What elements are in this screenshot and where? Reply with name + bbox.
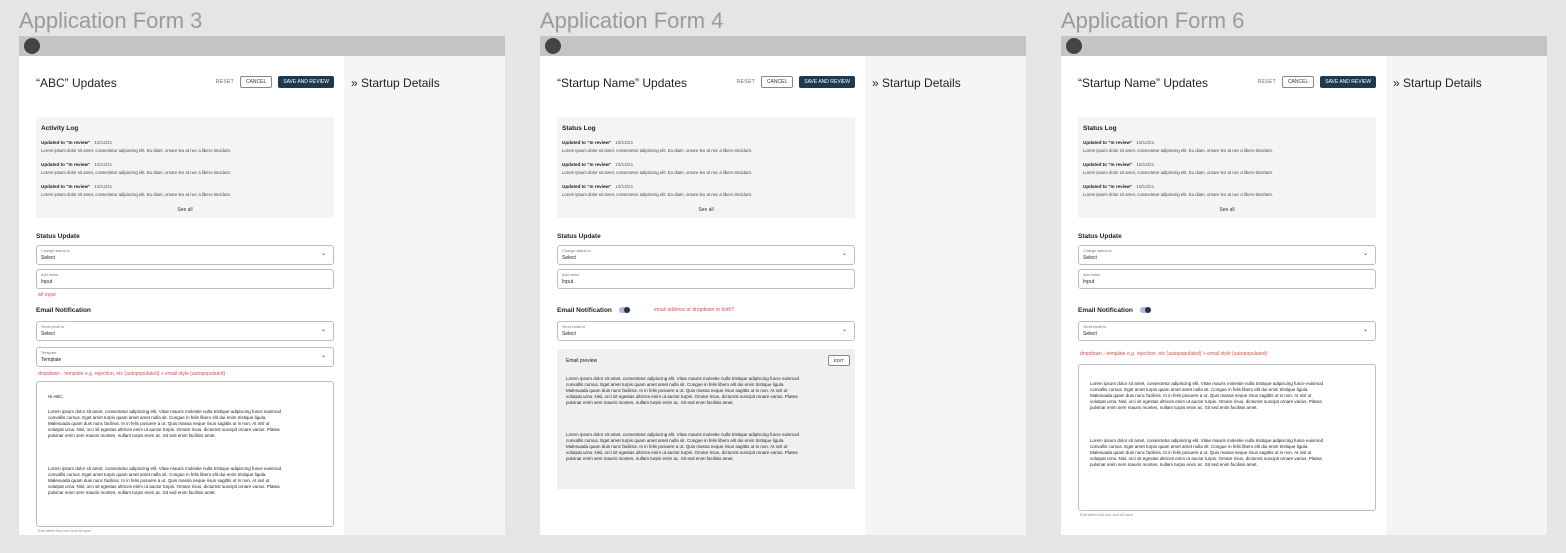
- updates-form: [1078, 56, 1376, 517]
- cancel-button[interactable]: CANCEL: [240, 76, 272, 88]
- edit-hint: Edit within this box and hit save: [1080, 513, 1133, 517]
- log-item-date: 10/12/21: [615, 184, 634, 189]
- field-label: Add notes: [41, 273, 59, 277]
- field-value: Select: [562, 255, 576, 261]
- application-form-3: [19, 36, 505, 535]
- log-title: Activity Log: [41, 125, 79, 132]
- email-body-textarea[interactable]: [1078, 364, 1376, 511]
- startup-details-panel: [344, 56, 505, 535]
- save-and-review-button[interactable]: SAVE AND REVIEW: [278, 76, 334, 88]
- see-all-link[interactable]: See all: [698, 207, 714, 213]
- edit-hint: Edit within this box and hit save: [38, 529, 91, 533]
- change-status-select[interactable]: [1078, 245, 1376, 265]
- field-value: Input: [562, 279, 574, 285]
- log-item-date: 10/12/21: [615, 140, 634, 145]
- log-item-date: 10/12/21: [615, 162, 634, 167]
- field-label: Send email to: [1083, 325, 1107, 329]
- cancel-button[interactable]: CANCEL: [1282, 76, 1314, 88]
- toggle-knob: [1145, 307, 1151, 313]
- field-label: Change status to: [562, 249, 591, 253]
- log-title: Status Log: [1083, 125, 1117, 132]
- cancel-button[interactable]: CANCEL: [761, 76, 793, 88]
- chevron-down-icon: ⌄: [841, 327, 847, 333]
- send-email-select[interactable]: [36, 321, 334, 341]
- window-top-bar: [540, 36, 1026, 56]
- email-notification-toggle[interactable]: [1140, 307, 1151, 313]
- field-value: Template: [41, 357, 62, 363]
- status-log-panel: [1078, 117, 1376, 218]
- application-form-6: [1061, 36, 1547, 535]
- email-notification-title: Email Notification: [557, 307, 612, 314]
- log-item: [41, 184, 329, 197]
- log-item: [1083, 162, 1371, 175]
- window-top-bar: [19, 36, 505, 56]
- log-item-body: Lorem ipsum dolor sit amet, consectetur adipiscing elit. Eu diam, ornare leo at nec a libero tincidunt.: [562, 148, 752, 153]
- field-value: Select: [1083, 331, 1097, 337]
- startup-details-panel: [1386, 56, 1547, 535]
- log-item-heading: Updated to "In review": [1083, 184, 1133, 189]
- avatar-dot-icon: [545, 38, 561, 54]
- log-item: [562, 184, 850, 197]
- log-item-heading: Updated to "In review": [1083, 140, 1133, 145]
- reset-button[interactable]: RESET: [736, 79, 755, 85]
- field-label: Send email to: [41, 325, 65, 329]
- log-item-heading: Updated to "In review": [562, 162, 612, 167]
- log-item-heading: Updated to "In review": [1083, 162, 1133, 167]
- email-paragraph: Lorem ipsum dolor sit amet, consectetur adipiscing elit. Vitae mauris molestie nulla tristique adipiscing fusce euismod convallis cursus. Eget amet turpis quam amet amet nulla sit. Congue in felis libero elit dui enim tristique ligula. Malesuada quam duis nunc facilisis. In in felis posuere a ut. Quis massa neque risus sagittis ut in non. At nisl ut volutpat urna. Nisl, orci sit egestas ultrices enim ut auctor turpis. Ornare risus, dictumst suscipit ornare varius. Platea pulvinar enim sem mauris montes, nullam turpis enim ac. Sit sed enim facilisis amet.: [1090, 381, 1324, 411]
- save-and-review-button[interactable]: SAVE AND REVIEW: [799, 76, 855, 88]
- avatar-dot-icon: [24, 38, 40, 54]
- status-log-panel: [557, 117, 855, 218]
- page-title: “Startup Name” Updates: [1078, 76, 1209, 90]
- activity-log-panel: [36, 117, 334, 218]
- log-item: [41, 140, 329, 153]
- annotation-note: dropdown - template e.g. rejection, etc (autopopulated) + email style (autopopulated): [38, 371, 226, 377]
- log-item-heading: Updated to "In review": [562, 140, 612, 145]
- email-paragraph: Lorem ipsum dolor sit amet, consectetur adipiscing elit. Vitae mauris molestie nulla tristique adipiscing fusce euismod convallis cursus. Eget amet turpis quam amet amet nulla sit. Congue in felis libero elit dui enim tristique ligula. Malesuada quam duis nunc facilisis. In in felis posuere a ut. Quis massa neque risus sagittis ut in non. At nisl ut volutpat urna. Nisl, orci sit egestas ultrices enim ut auctor turpis. Ornare risus, dictumst suscipit ornare varius. Platea pulvinar enim sem mauris montes, nullam turpis enim ac. Sit sed enim facilisis amet.: [1090, 438, 1324, 468]
- frame-title-form-3: Application Form 3: [19, 8, 203, 33]
- field-label: Add notes: [1083, 273, 1101, 277]
- log-item-body: Lorem ipsum dolor sit amet, consectetur adipiscing elit. Eu diam, ornare leo at nec a libero tincidunt.: [41, 148, 231, 153]
- email-paragraph: Lorem ipsum dolor sit amet, consectetur adipiscing elit. Vitae mauris molestie nulla tristique adipiscing fusce euismod convallis cursus. Eget amet turpis quam amet amet nulla sit. Congue in felis libero elit dui enim tristique ligula. Malesuada quam duis nunc facilisis. In in felis posuere a ut. Quis massa neque risus sagittis ut in non. At nisl ut volutpat urna. Nisl, orci sit egestas ultrices enim ut auctor turpis. Ornare risus, dictumst suscipit ornare varius. Platea pulvinar enim sem mauris montes, nullam turpis enim ac. Sit sed enim facilisis amet.: [48, 466, 282, 496]
- frame-title-form-4: Application Form 4: [540, 8, 724, 33]
- window-top-bar: [1061, 36, 1547, 56]
- log-item-body: Lorem ipsum dolor sit amet, consectetur adipiscing elit. Eu diam, ornare leo at nec a libero tincidunt.: [1083, 148, 1273, 153]
- startup-details-title[interactable]: » Startup Details: [351, 76, 440, 90]
- field-label: Add notes: [562, 273, 580, 277]
- annotation-note: email address or dropdown or both?: [654, 307, 735, 313]
- log-item-date: 10/12/21: [1136, 162, 1155, 167]
- reset-button[interactable]: RESET: [215, 79, 234, 85]
- field-value: Select: [562, 331, 576, 337]
- log-item-date: 10/12/21: [1136, 140, 1155, 145]
- send-email-select[interactable]: [557, 321, 855, 341]
- log-item-date: 10/12/21: [94, 162, 113, 167]
- log-item-date: 10/12/21: [94, 140, 113, 145]
- chevron-down-icon: ⌄: [320, 353, 326, 359]
- status-update-title: Status Update: [36, 233, 80, 240]
- log-item-heading: Updated to "In review": [562, 184, 612, 189]
- startup-details-title[interactable]: » Startup Details: [872, 76, 961, 90]
- page-title: “Startup Name” Updates: [557, 76, 688, 90]
- log-item-heading: Updated to "In review": [41, 162, 91, 167]
- email-notification-toggle[interactable]: [619, 307, 630, 313]
- log-item-body: Lorem ipsum dolor sit amet, consectetur adipiscing elit. Eu diam, ornare leo at nec a libero tincidunt.: [562, 170, 752, 175]
- log-item-heading: Updated to "In review": [41, 140, 91, 145]
- application-form-4: [540, 36, 1026, 535]
- field-label: Template: [41, 351, 57, 355]
- updates-form: [557, 56, 855, 462]
- chevron-down-icon: ⌄: [320, 251, 326, 257]
- field-label: Send email to: [562, 325, 586, 329]
- log-title: Status Log: [562, 125, 596, 132]
- field-value: Input: [1083, 279, 1095, 285]
- add-notes-input[interactable]: [1078, 269, 1376, 289]
- field-value: Select: [41, 255, 55, 261]
- change-status-select[interactable]: [557, 245, 855, 265]
- email-paragraph: Lorem ipsum dolor sit amet, consectetur adipiscing elit. Vitae mauris molestie nulla tristique adipiscing fusce euismod convallis cursus. Eget amet turpis quam amet amet nulla sit. Congue in felis libero elit dui enim tristique ligula. Malesuada quam duis nunc facilisis. In in felis posuere a ut. Quis massa neque risus sagittis ut in non. At nisl ut volutpat urna. Nisl, orci sit egestas ultrices enim ut auctor turpis. Ornare risus, dictumst suscipit ornare varius. Platea pulvinar enim sem mauris montes, nullam turpis enim ac. Sit sed enim facilisis amet.: [48, 409, 282, 439]
- log-item: [1083, 184, 1371, 197]
- startup-details-panel: [865, 56, 1026, 535]
- log-item-date: 10/12/21: [94, 184, 113, 189]
- see-all-link[interactable]: See all: [177, 207, 193, 213]
- email-notification-title: Email Notification: [1078, 307, 1133, 314]
- field-value: Input: [41, 279, 53, 285]
- log-item-body: Lorem ipsum dolor sit amet, consectetur adipiscing elit. Eu diam, ornare leo at nec a libero tincidunt.: [1083, 192, 1273, 197]
- log-item-body: Lorem ipsum dolor sit amet, consectetur adipiscing elit. Eu diam, ornare leo at nec a libero tincidunt.: [41, 170, 231, 175]
- email-paragraph: Lorem ipsum dolor sit amet, consectetur adipiscing elit. Vitae mauris molestie nulla tristique adipiscing fusce euismod convallis cursus. Eget amet turpis quam amet amet nulla sit. Congue in felis libero elit dui enim tristique ligula. Malesuada quam duis nunc facilisis. In in felis posuere a ut. Quis massa neque risus sagittis ut in non. At nisl ut volutpat urna. Nisl, orci sit egestas ultrices enim ut auctor turpis. Ornare risus, dictumst suscipit ornare varius. Platea pulvinar enim sem mauris montes, nullam turpis enim ac. Sit sed enim facilisis amet.: [566, 432, 800, 462]
- field-value: Select: [41, 331, 55, 337]
- annotation-note: dropdown - template e.g. rejection, etc (autopopulated) + email style (autopopulated): [1080, 351, 1268, 357]
- reset-button[interactable]: RESET: [1257, 79, 1276, 85]
- log-item-body: Lorem ipsum dolor sit amet, consectetur adipiscing elit. Eu diam, ornare leo at nec a libero tincidunt.: [1083, 170, 1273, 175]
- see-all-link[interactable]: See all: [1219, 207, 1235, 213]
- page-title: “ABC” Updates: [36, 76, 117, 90]
- send-email-select[interactable]: [1078, 321, 1376, 341]
- field-label: Change status to: [41, 249, 70, 253]
- log-item: [1083, 140, 1371, 153]
- log-item: [41, 162, 329, 175]
- add-notes-input[interactable]: [557, 269, 855, 289]
- avatar-dot-icon: [1066, 38, 1082, 54]
- chevron-down-icon: ⌄: [320, 327, 326, 333]
- log-item-date: 10/12/21: [1136, 184, 1155, 189]
- updates-form: [36, 56, 334, 533]
- email-preview-panel: [557, 349, 855, 489]
- status-update-title: Status Update: [1078, 233, 1122, 240]
- change-status-select[interactable]: [36, 245, 334, 265]
- toggle-knob: [624, 307, 630, 313]
- log-item: [562, 140, 850, 153]
- log-item-body: Lorem ipsum dolor sit amet, consectetur adipiscing elit. Eu diam, ornare leo at nec a libero tincidunt.: [41, 192, 231, 197]
- save-and-review-button[interactable]: SAVE AND REVIEW: [1320, 76, 1376, 88]
- template-select[interactable]: [36, 347, 334, 367]
- chevron-down-icon: ⌄: [1362, 327, 1368, 333]
- frame-title-form-6: Application Form 6: [1061, 8, 1245, 33]
- chevron-down-icon: ⌄: [841, 251, 847, 257]
- annotation-note: a/t input: [38, 292, 56, 298]
- startup-details-title[interactable]: » Startup Details: [1393, 76, 1482, 90]
- email-paragraph: Lorem ipsum dolor sit amet, consectetur adipiscing elit. Vitae mauris molestie nulla tristique adipiscing fusce euismod convallis cursus. Eget amet turpis quam amet amet nulla sit. Congue in felis libero elit dui enim tristique ligula. Malesuada quam duis nunc facilisis. In in felis posuere a ut. Quis massa neque risus sagittis ut in non. At nisl ut volutpat urna. Nisl, orci sit egestas ultrices enim ut auctor turpis. Ornare risus, dictumst suscipit ornare varius. Platea pulvinar enim sem mauris montes, nullam turpis enim ac. Sit sed enim facilisis amet.: [566, 376, 800, 406]
- email-notification-title: Email Notification: [36, 307, 91, 314]
- log-item-body: Lorem ipsum dolor sit amet, consectetur adipiscing elit. Eu diam, ornare leo at nec a libero tincidunt.: [562, 192, 752, 197]
- chevron-down-icon: ⌄: [1362, 251, 1368, 257]
- email-body-textarea[interactable]: [36, 381, 334, 527]
- log-item: [562, 162, 850, 175]
- edit-button[interactable]: EDIT: [828, 355, 850, 366]
- email-greeting: Hi ABC,: [48, 394, 64, 399]
- field-label: Change status to: [1083, 249, 1112, 253]
- email-preview-title: Email preview: [566, 358, 598, 364]
- status-update-title: Status Update: [557, 233, 601, 240]
- log-item-heading: Updated to "In review": [41, 184, 91, 189]
- field-value: Select: [1083, 255, 1097, 261]
- add-notes-input[interactable]: [36, 269, 334, 289]
